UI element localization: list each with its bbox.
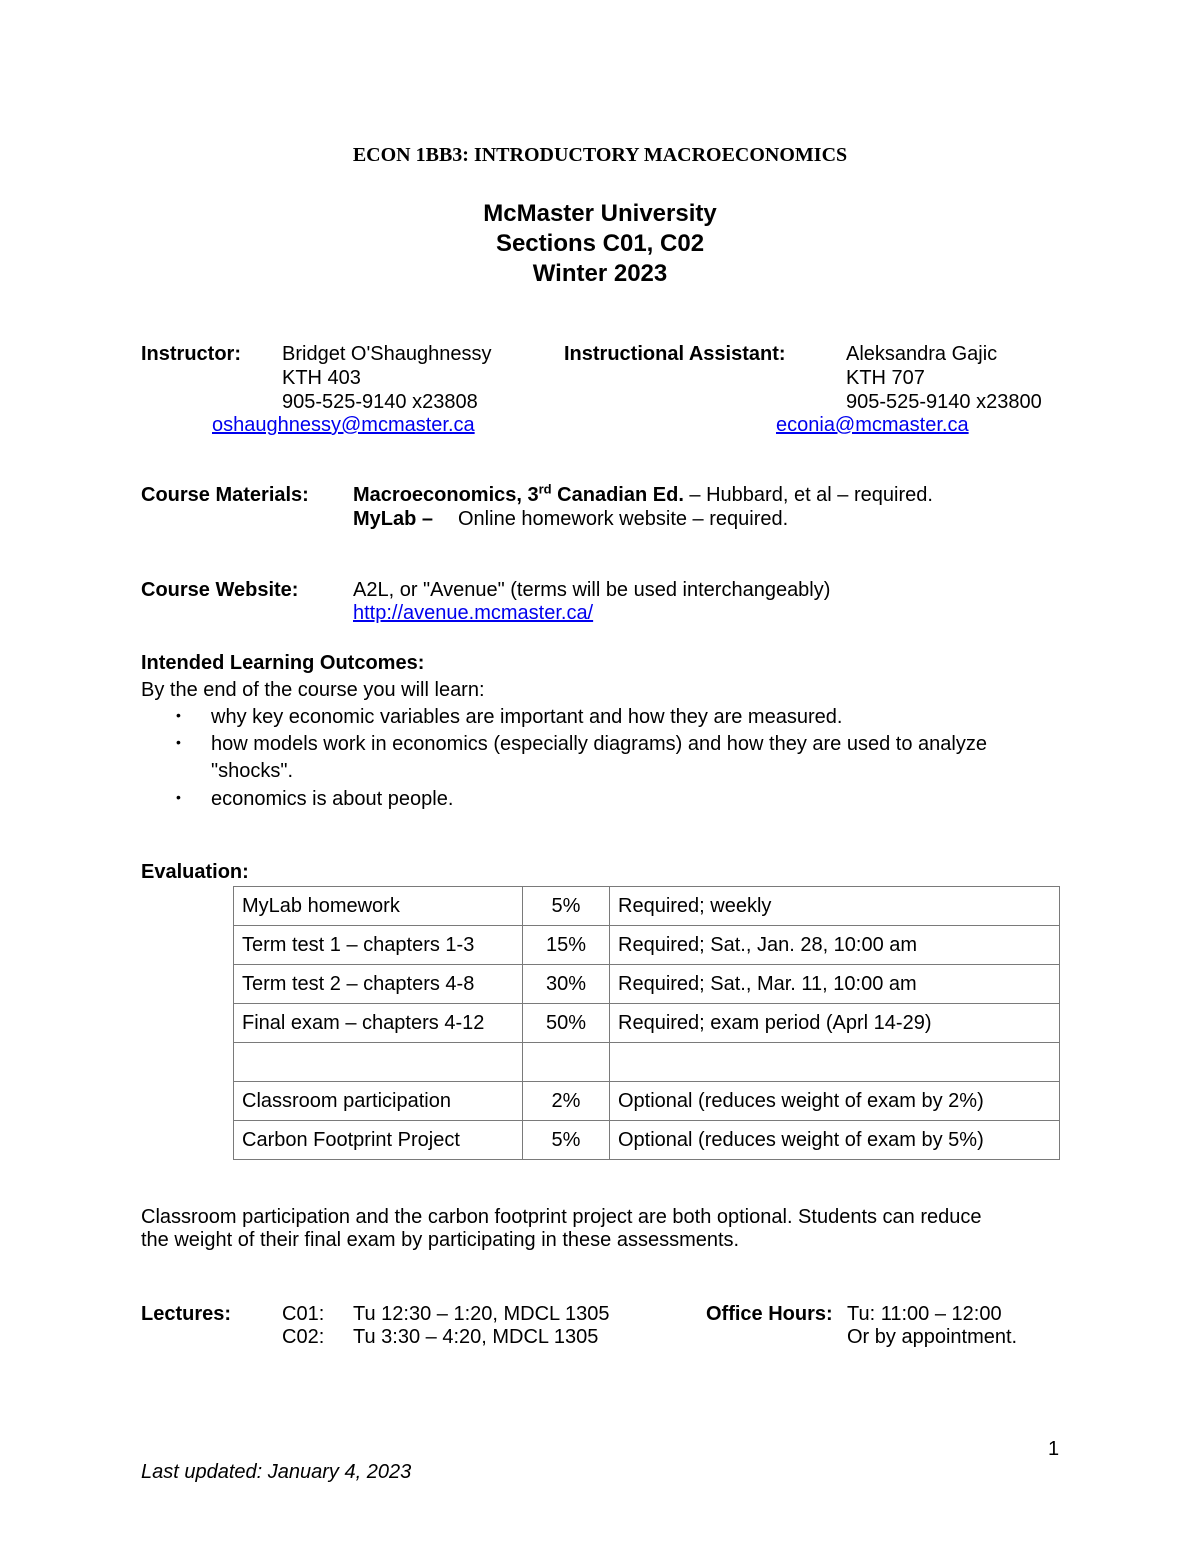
learning-outcomes-label: Intended Learning Outcomes: — [141, 652, 425, 674]
table-cell: 50% — [523, 1004, 610, 1043]
table-cell: Required; exam period (Aprl 14-29) — [610, 1004, 1060, 1043]
textbook-line — [353, 481, 933, 507]
instructor-email-link[interactable]: oshaughnessy@mcmaster.ca — [212, 414, 475, 436]
table-cell: MyLab homework — [234, 887, 523, 926]
bullet-icon: • — [176, 734, 181, 750]
office-hours-label: Office Hours: — [706, 1303, 833, 1325]
office-hours-time: Tu: 11:00 – 12:00 — [847, 1303, 1002, 1325]
course-code-title: ECON 1BB3: INTRODUCTORY MACROECONOMICS — [352, 144, 848, 166]
table-cell: Term test 1 – chapters 1-3 — [234, 926, 523, 965]
textbook-details: – Hubbard, et al – required. — [683, 484, 933, 506]
table-row — [234, 1121, 1060, 1160]
outcome-item-3: economics is about people. — [211, 788, 454, 810]
mylab-label: MyLab – — [353, 508, 434, 530]
evaluation-note-line-2: the weight of their final exam by participating in these assessments. — [141, 1229, 740, 1251]
textbook-edition: Canadian Ed. — [551, 484, 684, 506]
table-cell: Required; Sat., Jan. 28, 10:00 am — [610, 926, 1060, 965]
table-cell: 2% — [523, 1082, 610, 1121]
instructor-label: Instructor: — [141, 343, 241, 365]
table-row — [234, 1082, 1060, 1121]
table-cell: Optional (reduces weight of exam by 2%) — [610, 1082, 1060, 1121]
table-cell — [234, 1043, 523, 1082]
table-cell: 15% — [523, 926, 610, 965]
assistant-name: Aleksandra Gajic — [846, 343, 998, 365]
table-cell: 30% — [523, 965, 610, 1004]
learning-outcomes-intro: By the end of the course you will learn: — [141, 679, 485, 701]
outcome-item-2: how models work in economics (especially diagrams) and how they are used to analyze — [211, 733, 987, 755]
table-cell: Optional (reduces weight of exam by 5%) — [610, 1121, 1060, 1160]
bullet-icon: • — [176, 707, 181, 723]
assistant-label: Instructional Assistant: — [564, 343, 786, 365]
table-cell — [523, 1043, 610, 1082]
mylab-description: Online homework website – required. — [458, 508, 789, 530]
lecture-c01-label: C01: — [282, 1303, 325, 1325]
course-materials-label: Course Materials: — [141, 484, 309, 506]
course-website-link[interactable]: http://avenue.mcmaster.ca/ — [353, 602, 594, 624]
instructor-phone: 905-525-9140 x23808 — [282, 391, 478, 413]
evaluation-note-line-1: Classroom participation and the carbon footprint project are both optional. Students can reduce — [141, 1206, 982, 1228]
term-heading: Winter 2023 — [532, 260, 668, 287]
outcome-item-2-continued: "shocks". — [211, 760, 294, 782]
table-cell: Classroom participation — [234, 1082, 523, 1121]
table-row — [234, 887, 1060, 926]
table-row — [234, 1043, 1060, 1082]
last-updated: Last updated: January 4, 2023 — [141, 1461, 412, 1483]
table-row — [234, 965, 1060, 1004]
table-cell: 5% — [523, 1121, 610, 1160]
instructor-name: Bridget O'Shaughnessy — [282, 343, 492, 365]
evaluation-table — [233, 886, 1060, 1160]
textbook-title: Macroeconomics, 3 — [353, 484, 539, 506]
table-cell: Term test 2 – chapters 4-8 — [234, 965, 523, 1004]
course-website-description: A2L, or "Avenue" (terms will be used interchangeably) — [353, 579, 831, 601]
assistant-phone: 905-525-9140 x23800 — [846, 391, 1042, 413]
table-cell: 5% — [523, 887, 610, 926]
table-cell: Required; weekly — [610, 887, 1060, 926]
table-row — [234, 926, 1060, 965]
outcome-item-1: why key economic variables are important and how they are measured. — [211, 706, 843, 728]
assistant-email-link[interactable]: econia@mcmaster.ca — [776, 414, 969, 436]
textbook-edition-sup: rd — [538, 481, 552, 497]
sections-heading: Sections C01, C02 — [495, 230, 705, 257]
lectures-label: Lectures: — [141, 1303, 232, 1325]
lecture-c02-time: Tu 3:30 – 4:20, MDCL 1305 — [353, 1326, 599, 1348]
bullet-icon: • — [176, 789, 181, 805]
course-website-label: Course Website: — [141, 579, 299, 601]
assistant-office: KTH 707 — [846, 367, 925, 389]
page-number: 1 — [1048, 1438, 1060, 1460]
lecture-c01-time: Tu 12:30 – 1:20, MDCL 1305 — [353, 1303, 610, 1325]
table-cell — [610, 1043, 1060, 1082]
evaluation-label: Evaluation: — [141, 861, 249, 883]
instructor-office: KTH 403 — [282, 367, 361, 389]
university-name: McMaster University — [483, 200, 717, 227]
lecture-c02-label: C02: — [282, 1326, 325, 1348]
table-row — [234, 1004, 1060, 1043]
table-cell: Carbon Footprint Project — [234, 1121, 523, 1160]
table-cell: Required; Sat., Mar. 11, 10:00 am — [610, 965, 1060, 1004]
office-hours-appointment: Or by appointment. — [847, 1326, 1018, 1348]
table-cell: Final exam – chapters 4-12 — [234, 1004, 523, 1043]
